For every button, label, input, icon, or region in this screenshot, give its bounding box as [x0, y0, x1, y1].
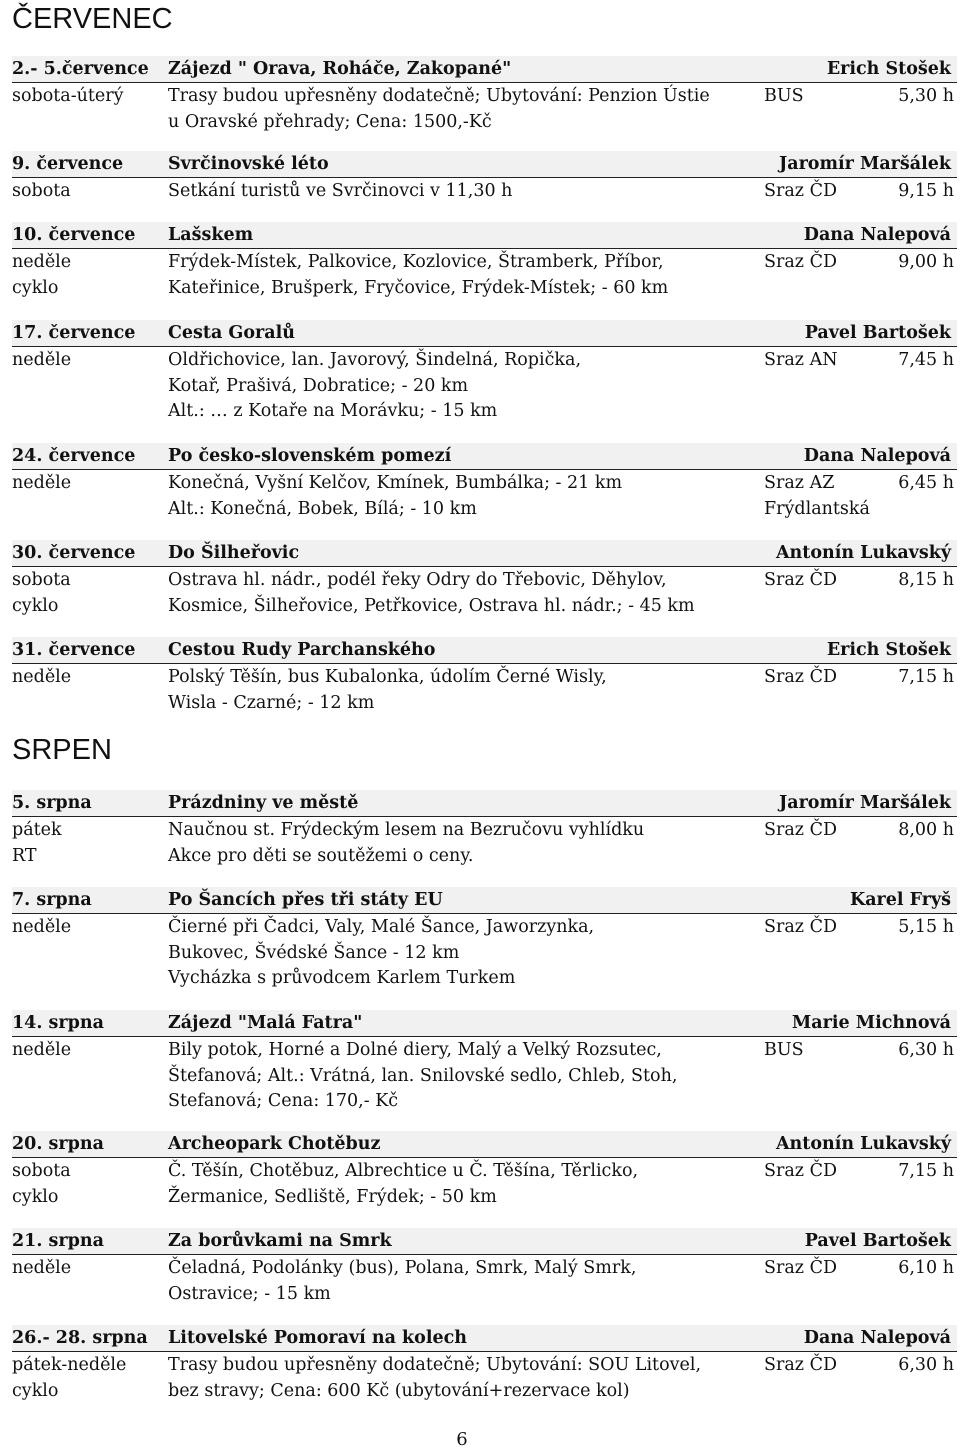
meeting-line	[764, 471, 954, 497]
event-body	[12, 914, 957, 992]
event-date: 21. srpna	[12, 1231, 104, 1251]
event-day-label: sobota	[12, 181, 71, 201]
event-title: Za borůvkami na Smrk	[168, 1231, 392, 1251]
event-header	[12, 1325, 957, 1352]
event-days	[12, 348, 162, 374]
event-header	[12, 56, 957, 83]
event-day-label: RT	[12, 845, 37, 866]
event-header	[12, 1131, 957, 1158]
event-leader: Erich Stošek	[826, 640, 951, 660]
event-block	[12, 1228, 957, 1307]
event-leader: Antonín Lukavský	[775, 543, 951, 563]
event-title: Do Šilheřovic	[168, 543, 300, 563]
meeting-place: Sraz ČD	[764, 1161, 837, 1181]
event-day-label: cyklo	[12, 595, 59, 616]
event-leader: Jaromír Maršálek	[778, 793, 951, 813]
meeting-time: 7,15 h	[898, 1161, 954, 1181]
event-description-line: Setkání turistů ve Svrčinovci v 11,30 h	[168, 181, 513, 201]
event-leader: Antonín Lukavský	[775, 1134, 951, 1154]
event-description-line: Č. Těšín, Chotěbuz, Albrechtice u Č. Těšína, Těrlicko,	[168, 1161, 639, 1181]
event-body	[12, 567, 957, 619]
meeting-time: 7,15 h	[898, 667, 954, 687]
event-body	[12, 1037, 957, 1115]
event-days	[12, 179, 162, 205]
event-description-line: Polský Těšín, bus Kubalonka, údolím Černé Wisly,	[168, 667, 607, 687]
event-day-label: sobota	[12, 1161, 71, 1181]
meeting-time: 9,00 h	[898, 252, 954, 272]
event-description-line: Naučnou st. Frýdeckým lesem na Bezručovu vyhlídku	[168, 820, 645, 840]
meeting-place: BUS	[764, 1040, 804, 1060]
event-header	[12, 637, 957, 664]
event-date: 17. července	[12, 323, 136, 343]
event-meeting	[764, 915, 954, 941]
meeting-place: Sraz ČD	[764, 1355, 837, 1375]
meeting-place: BUS	[764, 86, 804, 106]
meeting-line	[764, 818, 954, 844]
event-days	[12, 665, 162, 691]
meeting-line	[764, 497, 954, 523]
meeting-line	[764, 250, 954, 276]
event-body	[12, 1352, 957, 1404]
event-description	[168, 1353, 753, 1404]
event-description-line: Žermanice, Sedliště, Frýdek; - 50 km	[168, 1186, 497, 1207]
meeting-line	[764, 568, 954, 594]
meeting-line	[764, 665, 954, 691]
event-leader: Dana Nalepová	[803, 446, 951, 466]
event-leader: Dana Nalepová	[803, 1328, 951, 1348]
event-title: Cestou Rudy Parchanského	[168, 640, 436, 660]
event-header	[12, 443, 957, 470]
event-date: 14. srpna	[12, 1013, 104, 1033]
event-block	[12, 151, 957, 205]
event-title: Zájezd "Malá Fatra"	[168, 1013, 363, 1033]
event-meeting	[764, 84, 954, 110]
event-title: Litovelské Pomoraví na kolech	[168, 1328, 467, 1348]
event-body	[12, 347, 957, 425]
meeting-line	[764, 1353, 954, 1379]
event-block	[12, 540, 957, 619]
meeting-place: Sraz ČD	[764, 667, 837, 687]
event-meeting	[764, 818, 954, 844]
event-days	[12, 84, 162, 110]
event-days	[12, 1159, 162, 1210]
event-description-line: Stefanová; Cena: 170,- Kč	[168, 1091, 399, 1111]
event-block	[12, 320, 957, 425]
event-header	[12, 887, 957, 914]
event-meeting	[764, 471, 954, 522]
event-block	[12, 637, 957, 716]
event-description-line: Konečná, Vyšní Kelčov, Kmínek, Bumbálka; - 21 km	[168, 473, 623, 493]
event-day-label: sobota-úterý	[12, 86, 124, 106]
event-description-line: Wisla - Czarné; - 12 km	[168, 692, 375, 713]
event-header	[12, 790, 957, 817]
event-body	[12, 664, 957, 716]
event-title: Po Šancích přes tři státy EU	[168, 890, 443, 910]
event-day-label: pátek-neděle	[12, 1355, 127, 1375]
event-leader: Erich Stošek	[826, 59, 951, 79]
event-date: 30. července	[12, 543, 136, 563]
meeting-line	[764, 348, 954, 374]
event-header	[12, 1010, 957, 1037]
event-description	[168, 915, 753, 992]
event-block	[12, 443, 957, 522]
meeting-place: Sraz AZ	[764, 473, 835, 493]
meeting-place: Sraz ČD	[764, 820, 837, 840]
event-date: 10. července	[12, 225, 136, 245]
event-meeting	[764, 1353, 954, 1379]
event-description-line: Kotař, Prašivá, Dobratice; - 20 km	[168, 375, 469, 396]
event-title: Svrčinovské léto	[168, 154, 329, 174]
event-leader: Pavel Bartošek	[804, 323, 951, 343]
event-description-line: Bukovec, Švédské Šance - 12 km	[168, 942, 460, 963]
event-header	[12, 151, 957, 178]
meeting-time: 9,15 h	[898, 181, 954, 201]
event-day-label: pátek	[12, 820, 62, 840]
meeting-time: 6,10 h	[898, 1258, 954, 1278]
event-day-label: cyklo	[12, 1186, 59, 1207]
event-meeting	[764, 348, 954, 374]
meeting-line	[764, 84, 954, 110]
event-description	[168, 568, 753, 619]
meeting-line	[764, 179, 954, 205]
event-header	[12, 222, 957, 249]
event-description-line: Ostrava hl. nádr., podél řeky Odry do Třebovic, Děhylov,	[168, 570, 667, 590]
event-description-line: Čeladná, Podolánky (bus), Polana, Smrk, Malý Smrk,	[168, 1258, 637, 1278]
meeting-time: 8,00 h	[898, 820, 954, 840]
event-day-label: neděle	[12, 350, 72, 370]
meeting-place: Sraz AN	[764, 350, 838, 370]
event-description	[168, 1256, 753, 1307]
event-block	[12, 790, 957, 869]
event-description-line: Ostravice; - 15 km	[168, 1283, 331, 1304]
meeting-time: 5,30 h	[898, 86, 954, 106]
event-body	[12, 817, 957, 869]
event-description-line: Alt.: … z Kotaře na Morávku; - 15 km	[168, 401, 498, 421]
meeting-line	[764, 1038, 954, 1064]
event-description-line: Čierné při Čadci, Valy, Malé Šance, Jaworzynka,	[168, 917, 595, 937]
event-day-label: neděle	[12, 1040, 72, 1060]
event-title: Cesta Goralů	[168, 323, 295, 343]
event-days	[12, 1353, 162, 1404]
event-date: 9. července	[12, 154, 124, 174]
event-days	[12, 568, 162, 619]
event-leader: Karel Fryš	[849, 890, 951, 910]
meeting-place: Sraz ČD	[764, 1258, 837, 1278]
event-meeting	[764, 1159, 954, 1185]
event-days	[12, 1038, 162, 1064]
event-day-label: neděle	[12, 252, 72, 272]
event-leader: Dana Nalepová	[803, 225, 951, 245]
event-leader: Pavel Bartošek	[804, 1231, 951, 1251]
event-block	[12, 1325, 957, 1404]
event-description	[168, 1159, 753, 1210]
event-date: 24. července	[12, 446, 136, 466]
event-leader: Marie Michnová	[791, 1013, 951, 1033]
meeting-time: 7,45 h	[898, 350, 954, 370]
event-description-line: Trasy budou upřesněny dodatečně; Ubytování: SOU Litovel,	[168, 1355, 702, 1375]
event-body	[12, 178, 957, 205]
event-title: Zájezd " Orava, Roháče, Zakopané"	[168, 59, 512, 79]
meeting-time: 6,30 h	[898, 1040, 954, 1060]
event-description	[168, 1038, 753, 1115]
event-date: 31. července	[12, 640, 136, 660]
event-description-line: Kosmice, Šilheřovice, Petřkovice, Ostrava hl. nádr.; - 45 km	[168, 595, 695, 616]
meeting-place: Sraz ČD	[764, 917, 837, 937]
meeting-place: Frýdlantská	[764, 498, 870, 519]
month-heading: ČERVENEC	[12, 3, 173, 35]
meeting-time: 6,30 h	[898, 1355, 954, 1375]
event-description-line: Bily potok, Horné a Dolné diery, Malý a Velký Rozsutec,	[168, 1040, 662, 1060]
event-date: 26.- 28. srpna	[12, 1328, 148, 1348]
meeting-line	[764, 1159, 954, 1185]
event-header	[12, 1228, 957, 1255]
meeting-time: 8,15 h	[898, 570, 954, 590]
event-header	[12, 540, 957, 567]
event-description-line: Štefanová; Alt.: Vrátná, lan. Snilovské sedlo, Chleb, Stoh,	[168, 1065, 678, 1086]
meeting-place: Sraz ČD	[764, 252, 837, 272]
event-body	[12, 1255, 957, 1307]
event-body	[12, 249, 957, 301]
event-description-line: Vycházka s průvodcem Karlem Turkem	[168, 968, 516, 988]
event-description	[168, 471, 753, 522]
event-description-line: Akce pro děti se soutěžemi o ceny.	[168, 845, 474, 866]
event-meeting	[764, 665, 954, 691]
event-days	[12, 250, 162, 301]
event-days	[12, 915, 162, 941]
event-day-label: neděle	[12, 473, 72, 493]
event-description	[168, 665, 753, 716]
event-description-line: u Oravské přehrady; Cena: 1500,-Kč	[168, 111, 492, 132]
event-date: 7. srpna	[12, 890, 92, 910]
meeting-line	[764, 915, 954, 941]
event-description	[168, 818, 753, 869]
event-body	[12, 470, 957, 522]
event-block	[12, 1131, 957, 1210]
event-day-label: neděle	[12, 667, 72, 687]
meeting-time: 5,15 h	[898, 917, 954, 937]
event-description	[168, 250, 753, 301]
event-meeting	[764, 568, 954, 594]
event-days	[12, 471, 162, 497]
event-block	[12, 887, 957, 992]
event-days	[12, 818, 162, 869]
event-description	[168, 179, 753, 205]
event-body	[12, 83, 957, 135]
event-leader: Jaromír Maršálek	[778, 154, 951, 174]
event-description-line: Frýdek-Místek, Palkovice, Kozlovice, Štramberk, Příbor,	[168, 252, 664, 272]
event-title: Po česko-slovenském pomezí	[168, 446, 452, 466]
event-days	[12, 1256, 162, 1282]
event-date: 5. srpna	[12, 793, 92, 813]
event-block	[12, 1010, 957, 1115]
page-number: 6	[456, 1429, 468, 1450]
event-title: Lašskem	[168, 225, 254, 245]
event-description-line: Oldřichovice, lan. Javorový, Šindelná, Ropička,	[168, 350, 582, 370]
event-title: Archeopark Chotěbuz	[168, 1134, 381, 1154]
event-day-label: neděle	[12, 1258, 72, 1278]
event-day-label: cyklo	[12, 277, 59, 298]
event-meeting	[764, 1038, 954, 1064]
event-day-label: neděle	[12, 917, 72, 937]
event-block	[12, 56, 957, 135]
event-description-line: Alt.: Konečná, Bobek, Bílá; - 10 km	[168, 498, 477, 519]
event-body	[12, 1158, 957, 1210]
event-title: Prázdniny ve městě	[168, 793, 359, 813]
event-day-label: cyklo	[12, 1380, 59, 1401]
event-day-label: sobota	[12, 570, 71, 590]
event-description-line: Trasy budou upřesněny dodatečně; Ubytování: Penzion Ústie	[168, 86, 710, 106]
event-date: 20. srpna	[12, 1134, 104, 1154]
meeting-line	[764, 1256, 954, 1282]
event-date: 2.- 5.července	[12, 59, 149, 79]
month-heading: SRPEN	[12, 734, 112, 766]
event-meeting	[764, 1256, 954, 1282]
event-meeting	[764, 179, 954, 205]
event-description-line: bez stravy; Cena: 600 Kč (ubytování+rezervace kol)	[168, 1380, 630, 1401]
event-description-line: Kateřinice, Brušperk, Fryčovice, Frýdek-Místek; - 60 km	[168, 277, 669, 298]
meeting-place: Sraz ČD	[764, 181, 837, 201]
event-description	[168, 84, 753, 135]
event-meeting	[764, 250, 954, 276]
meeting-time: 6,45 h	[898, 473, 954, 493]
meeting-place: Sraz ČD	[764, 570, 837, 590]
event-header	[12, 320, 957, 347]
event-description	[168, 348, 753, 425]
event-block	[12, 222, 957, 301]
